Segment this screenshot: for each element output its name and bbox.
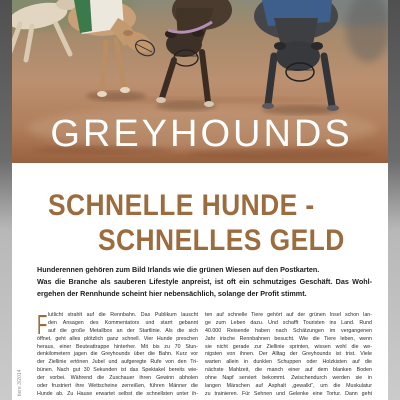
- article-line: ohne Napf serviert bekommt. Zwischendurch werden sie in: [205, 375, 372, 382]
- article-line: den Ansagen des Kommentators und starrt gebannt: [48, 319, 198, 326]
- issue-label: tiere 3/2014: [17, 369, 23, 396]
- headline-line-1: SCHNELLE HUNDE -: [48, 189, 315, 222]
- dog-ear: [123, 30, 133, 36]
- magazine-page: [12, 0, 388, 400]
- article-line: zu trainieren. Für Sehnen und Gelenke eine Tortur. Dann geht: [205, 390, 372, 397]
- article-line: der vorbei. Während die Zuschauer ihren Gewinn abholen: [37, 375, 198, 382]
- article-line: oder frustriert ihre Wettscheine zerreißen, führen Männer die: [37, 383, 198, 390]
- dog-paw: [204, 101, 214, 107]
- article-line: Hunde ab. Zu Hause erwartet selbst die schnellsten unter ih-: [37, 390, 198, 397]
- article-line: bünen. Nach gut 30 Sekunden ist das Spektakel bereits wie-: [37, 367, 198, 374]
- intro-line: ergehen der Rennhunde scheint hier nebensächlich, solange der Profit stimmt.: [37, 289, 307, 298]
- intro-line: Hunderennen gehören zum Bild Irlands wie die grünen Wiesen auf den Postkarten.: [37, 265, 320, 274]
- dog-paw: [327, 105, 339, 111]
- article-line: lutlicht strahlt auf die Rennbahn. Das Publikum lauscht: [48, 312, 198, 318]
- article-line: denkilometern jagen die Greyhounds über die Bahn. Kurz vor: [37, 351, 198, 358]
- article-column-left: [37, 309, 198, 399]
- dog-shadow: [86, 91, 146, 101]
- article-line: heraus, einer Beuteattrappe hinterher. Mit bis zu 70 Stun-: [37, 343, 198, 350]
- article-line: 40.000 Reisende haben nach Schätzungen im vergangenen: [205, 327, 372, 334]
- article-line: sie nicht gerade zur Ziellinie sprinten, wissen wohl die we-: [205, 343, 372, 350]
- article-line: ten auf schnelle Tiere gehört auf der grünen Insel schon lan-: [205, 312, 372, 318]
- article-line: auf die große Metallbox an der Startlinie. Als die sich: [48, 327, 198, 334]
- drop-cap: F: [37, 309, 48, 340]
- dog-paw: [156, 97, 166, 103]
- intro-line: Was die Branche als sauberen Lifestyle anpreist, ist oft ein schmutziges Geschäft. Das Wohl-: [37, 277, 372, 286]
- dog-paw: [262, 103, 274, 109]
- article-column-right: [205, 312, 372, 399]
- article-line: nächste Mahlzeit, die manch einer auf dem blanken Boden: [205, 367, 372, 374]
- article-line: nigsten von ihnen. Der Alltag der Greyhounds ist trist. Viele: [205, 351, 372, 358]
- dog-ear: [274, 42, 286, 50]
- dog-paw: [97, 91, 107, 97]
- dog-paw: [120, 87, 130, 93]
- article-line: warten allein in dunklen Schuppen oder Holzkisten auf die: [205, 359, 372, 366]
- article-line: Jahr irische Rennbahnen besucht. Wie die Tiere leben, wenn: [205, 335, 372, 342]
- article-line: langen Märschen auf Asphalt „gewalkt“, um die Muskulatur: [205, 383, 372, 390]
- hero-photo: [12, 0, 388, 163]
- headline-line-2: SCHNELLES GELD: [98, 224, 345, 257]
- article-line: öffnet, geht alles plötzlich ganz schnell. Vier Hunde preschen: [37, 335, 198, 342]
- article-line: der Ziellinie ertönen Jubel und aufgeregte Rufe von den Tri-: [37, 359, 198, 366]
- dog-ear: [311, 42, 323, 50]
- article-line: ge zum Leben dazu. Und schafft Touristen ins Land. Rund: [205, 319, 372, 326]
- photo-title: GREYHOUNDS: [50, 113, 353, 155]
